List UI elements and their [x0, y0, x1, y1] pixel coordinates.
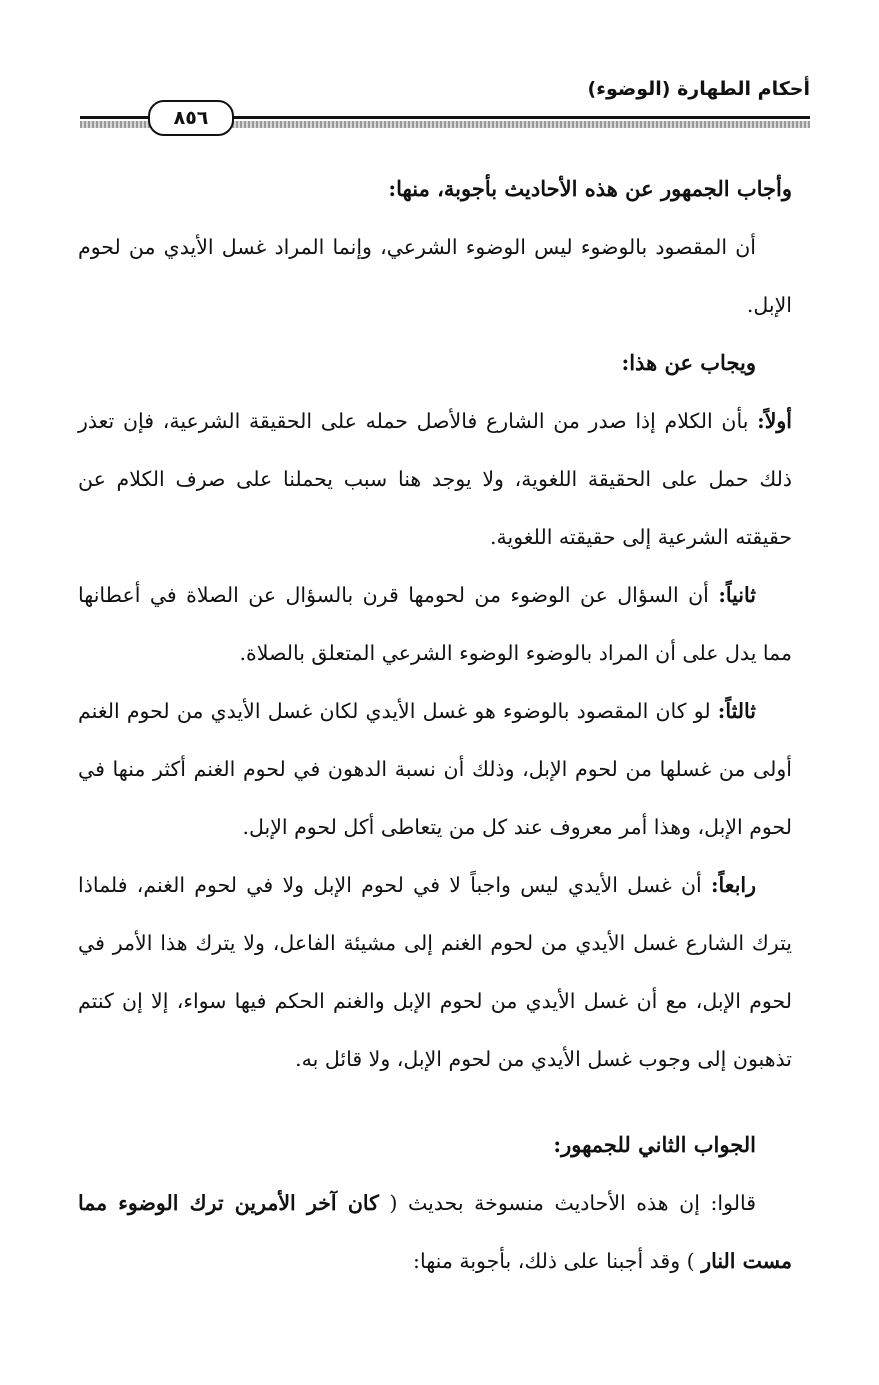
- section-heading: وأجاب الجمهور عن هذه الأحاديث بأجوبة، منها:: [388, 176, 792, 201]
- point-label: أولاً:: [757, 409, 792, 433]
- hadith-intro: قالوا: إن هذه الأحاديث منسوخة بحديث (: [389, 1191, 756, 1215]
- paragraph-hadith: [78, 1174, 792, 1290]
- running-title: أحكام الطهارة (الوضوء): [587, 78, 810, 100]
- page-number: ٨٥٦: [148, 100, 234, 136]
- paragraph-point-3: [78, 682, 792, 856]
- paragraph-point-1: [78, 392, 792, 566]
- point-text: أن غسل الأيدي ليس واجباً لا في لحوم الإبل ولا في لحوم الغنم، فلماذا يترك الشارع غسل الأيدي من لحوم الغنم إلى مشيئة الفاعل، ولا يترك هذا الأمر في لحوم الإبل، مع أن غسل الأيدي من لحوم الإبل والغنم الحكم فيها سواء، إلا إن كنتم تذهبون إلى وجوب غسل الأيدي من لحوم الإبل، ولا قائل به.: [78, 873, 792, 1071]
- hadith-quote: كان آخر الأمرين ترك الوضوء مما مست النار: [78, 1191, 792, 1273]
- page-header: [70, 70, 810, 140]
- point-label: ثالثاً:: [717, 699, 756, 723]
- point-label: رابعاً:: [710, 873, 756, 897]
- point-label: ثانياً:: [718, 583, 756, 607]
- paragraph: أن المقصود بالوضوء ليس الوضوء الشرعي، وإنما المراد غسل الأيدي من لحوم الإبل.: [78, 235, 792, 317]
- paragraph-point-2: [78, 566, 792, 682]
- point-text: أن السؤال عن الوضوء من لحومها قرن بالسؤال عن الصلاة في أعطانها مما يدل على أن المراد بالوضوء الوضوء الشرعي المتعلق بالصلاة.: [78, 583, 792, 665]
- page-body: [78, 160, 792, 1290]
- paragraph-point-4: [78, 856, 792, 1088]
- point-text: بأن الكلام إذا صدر من الشارع فالأصل حمله على الحقيقة الشرعية، فإن تعذر ذلك حمل على الحقيقة اللغوية، ولا يوجد هنا سبب يحملنا على صرف الكلام عن حقيقته الشرعية إلى حقيقته اللغوية.: [78, 409, 792, 549]
- point-text: لو كان المقصود بالوضوء هو غسل الأيدي لكان غسل الأيدي من لحوم الغنم أولى من غسلها من لحوم الإبل، وذلك أن نسبة الدهون في لحوم الغنم أكثر منها في لحوم الإبل، وهذا أمر معروف عند كل من يتعاطى أكل لحوم الإبل.: [78, 699, 792, 839]
- hadith-outro: ) وقد أجبنا على ذلك، بأجوبة منها:: [413, 1249, 695, 1273]
- section-heading-2: الجواب الثاني للجمهور:: [553, 1132, 756, 1157]
- sub-heading: ويجاب عن هذا:: [621, 350, 756, 375]
